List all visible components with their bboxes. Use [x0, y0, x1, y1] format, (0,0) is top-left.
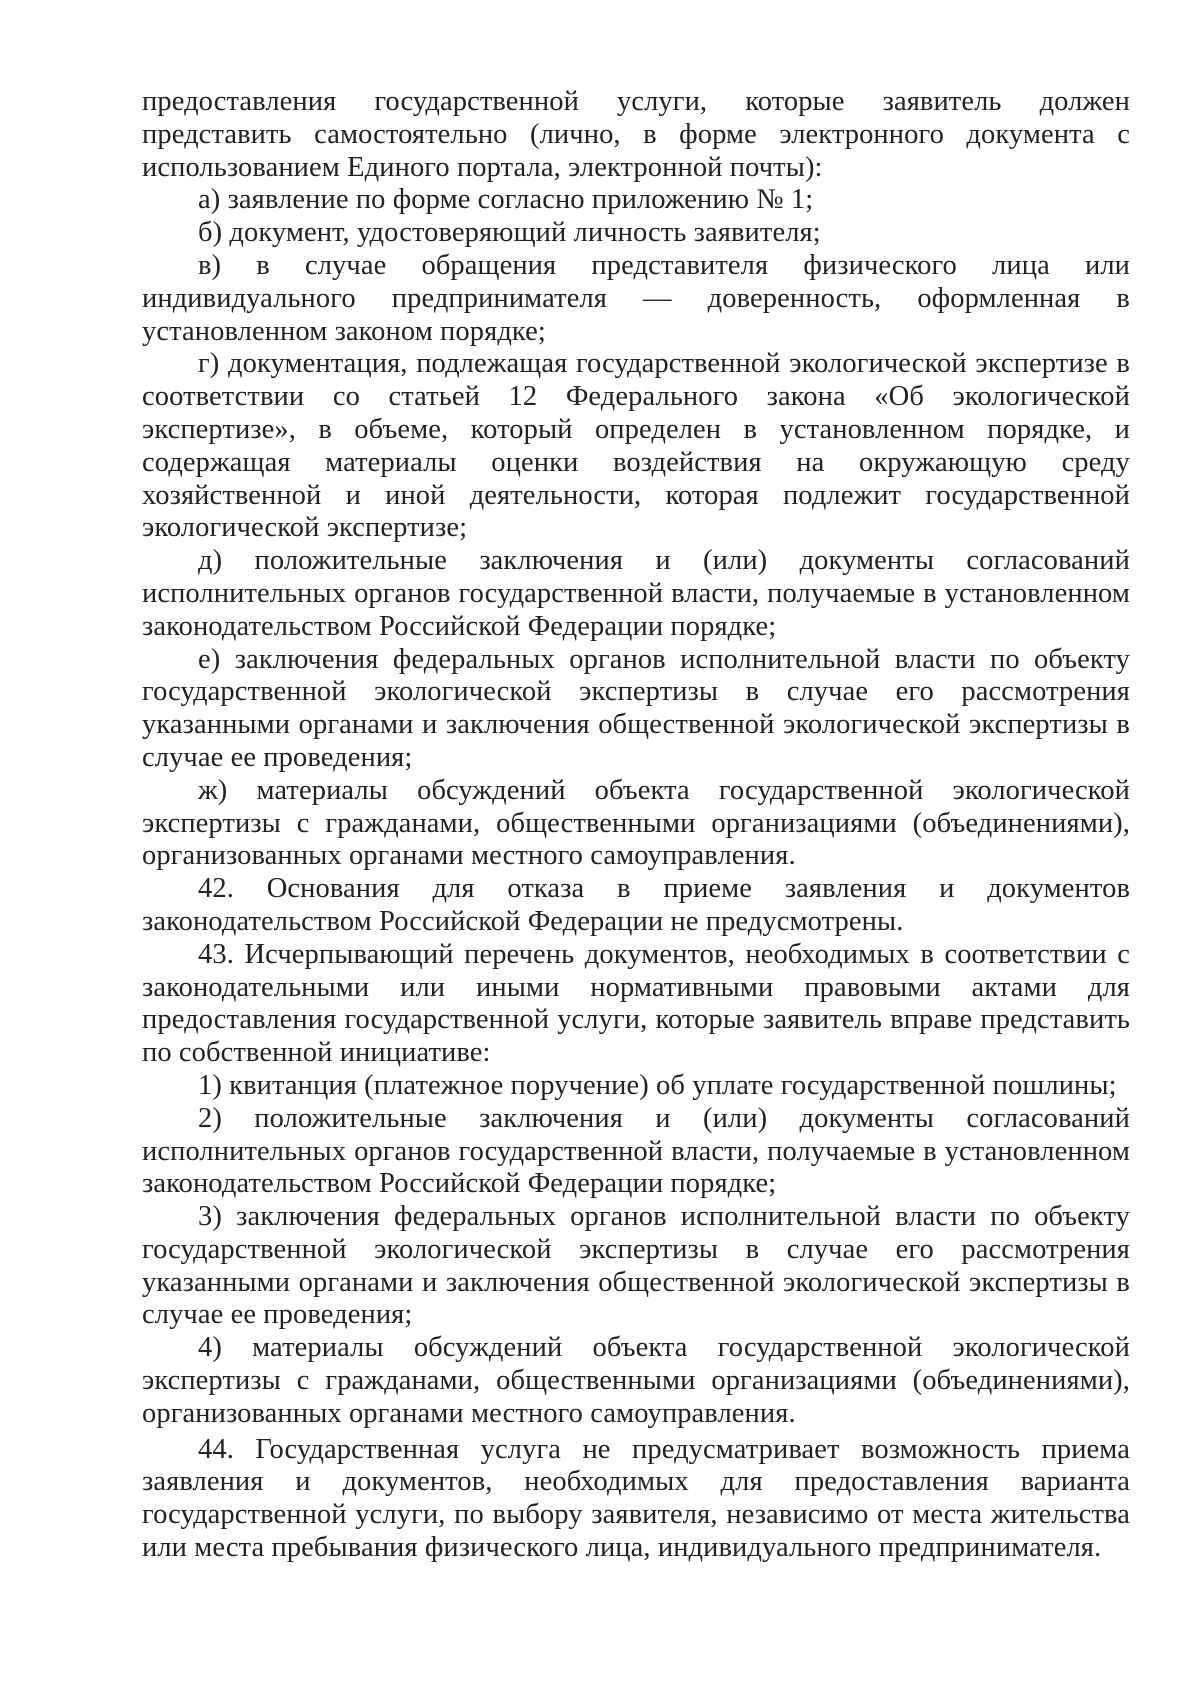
list-item-4: 4) материалы обсуждений объекта государственной экологической экспертизы с гражданами, общественными организациями (объединениями), организованных органами местного самоуправления.: [142, 1332, 1130, 1429]
list-item-1: 1) квитанция (платежное поручение) об уплате государственной пошлины;: [198, 1069, 1117, 1101]
list-item-b: б) документ, удостоверяющий личность заявителя;: [198, 217, 821, 249]
clause-44: 44. Государственная услуга не предусматривает возможность приема заявления и документов, необходимых для предоставления варианта государственной услуги, по выбору заявителя, независимо от места жительства или места пребывания физического лица, индивидуального предпринимателя.: [142, 1433, 1130, 1564]
list-item-v: в) в случае обращения представителя физического лица или индивидуального предпринимателя — доверенность, оформленная в установленном законом порядке;: [142, 249, 1130, 347]
paragraph-intro: предоставления государственной услуги, которые заявитель должен представить самостоятельно (лично, в форме электронного документа с использованием Единого портала, электронной почты):: [142, 86, 1130, 183]
list-item-3: 3) заключения федеральных органов исполнительной власти по объекту государственной экологической экспертизы в случае его рассмотрения указанными органами и заключения общественной экологической экспертизы в случае ее проведения;: [142, 1201, 1130, 1331]
clause-42: 42. Основания для отказа в приеме заявления и документов законодательством Российской Федерации не предусмотрены.: [142, 873, 1130, 937]
document-body: [142, 86, 1130, 1565]
list-item-zh: ж) материалы обсуждений объекта государственной экологической экспертизы с гражданами, общественными организациями (объединениями), организованных органами местного самоуправления.: [142, 774, 1130, 872]
list-item-e: е) заключения федеральных органов исполнительной власти по объекту государственной экологической экспертизы в случае его рассмотрения указанными органами и заключения общественной экологической экспертизы в случае ее проведения;: [142, 643, 1130, 773]
clause-43: 43. Исчерпывающий перечень документов, необходимых в соответствии с законодательными или иными нормативными правовыми актами для предоставления государственной услуги, которые заявитель вправе представить по собственной инициативе:: [142, 938, 1130, 1069]
list-item-d: д) положительные заключения и (или) документы согласований исполнительных органов государственной власти, получаемые в установленном законодательством Российской Федерации порядке;: [142, 545, 1130, 642]
list-item-g: г) документация, подлежащая государственной экологической экспертизе в соответствии со статьей 12 Федерального закона «Об экологической экспертизе», в объеме, который определен в установленном порядке, и содержащая материалы оценки воздействия на окружающую среду хозяйственной и иной деятельности, которая подлежит государственной экологической экспертизе;: [142, 348, 1130, 544]
list-item-2: 2) положительные заключения и (или) документы согласований исполнительных органов государственной власти, получаемые в установленном законодательством Российской Федерации порядке;: [142, 1102, 1130, 1200]
list-item-a: а) заявление по форме согласно приложению № 1;: [198, 184, 814, 216]
